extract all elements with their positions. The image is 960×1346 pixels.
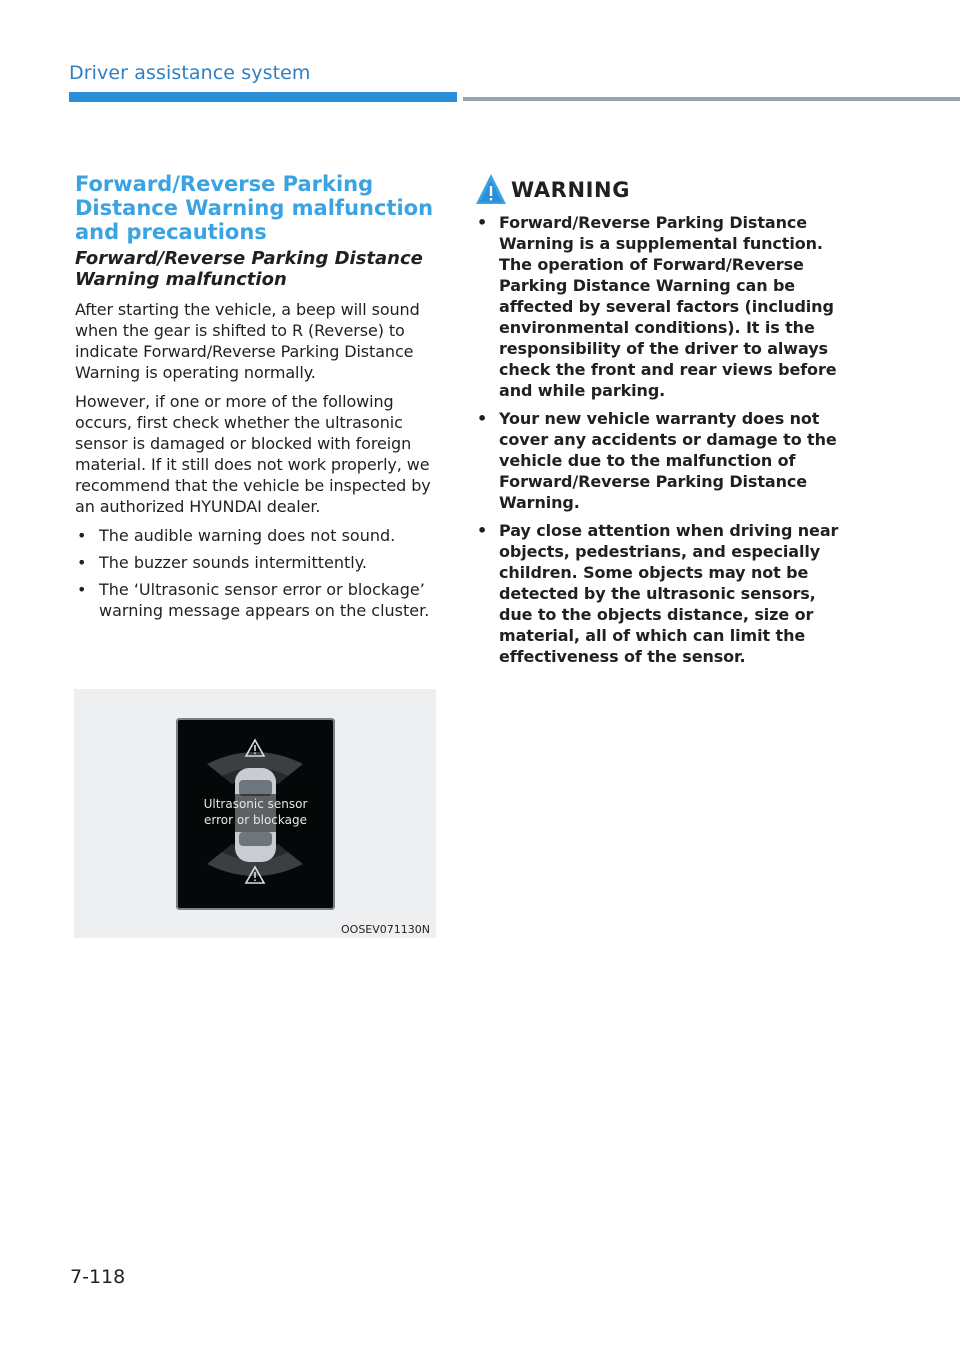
right-column: [475, 172, 845, 674]
cluster-message-line-1: Ultrasonic sensor: [203, 797, 308, 811]
paragraph-intro: After starting the vehicle, a beep will sound when the gear is shifted to R (Reverse) to indicate Forward/Reverse Parking Distance Warning is operating normally.: [75, 300, 420, 382]
warning-list: [475, 212, 845, 667]
bullet-icon: •: [77, 553, 87, 572]
list-item-text: Your new vehicle warranty does not cover any accidents or damage to the vehicle due to the malfunction of Forward/Reverse Parking Distance Warning.: [499, 409, 837, 512]
list-item: [75, 579, 437, 621]
paragraph-check: However, if one or more of the following occurs, first check whether the ultrasonic sensor is damaged or blocked with foreign material. If it still does not work properly, we recommend that the vehicle be inspected by an authorized HYUNDAI dealer.: [75, 392, 431, 516]
sub-title: Forward/Reverse Parking Distance Warning malfunction: [75, 248, 423, 290]
figure-code: OOSEV071130N: [341, 923, 430, 936]
section-title: Forward/Reverse Parking Distance Warning malfunction and precautions: [75, 172, 434, 244]
list-item-text: The ‘Ultrasonic sensor error or blockage’ warning message appears on the cluster.: [99, 580, 430, 620]
header-bar-divider: [463, 97, 960, 101]
left-column: [75, 172, 437, 627]
header-bar-accent: [69, 92, 457, 102]
cluster-figure: [74, 689, 436, 938]
list-item-text: Pay close attention when driving near objects, pedestrians, and especially children. Some objects may not be detected by the ultrasonic sensors, due to the objects distance, size or material, all of which can limit the effectiveness of the sensor.: [499, 521, 839, 666]
list-item: [475, 408, 845, 513]
page-number: 7-118: [70, 1266, 126, 1288]
list-item-text: Forward/Reverse Parking Distance Warning is a supplemental function. The operation of Forward/Reverse Parking Distance Warning can be affected by several factors (including environmental conditions). It is the responsibility of the driver to always check the front and rear views before and while parking.: [499, 213, 837, 400]
warning-triangle-icon: [475, 172, 507, 206]
bullet-icon: •: [477, 213, 488, 232]
cluster-message-line-2: error or blockage: [204, 813, 307, 827]
list-item: [75, 525, 437, 546]
bullet-icon: •: [77, 526, 87, 545]
list-item: [475, 520, 845, 667]
list-item-text: The buzzer sounds intermittently.: [99, 553, 367, 572]
list-item: [475, 212, 845, 401]
cluster-message: [176, 796, 335, 828]
warning-label: WARNING: [511, 178, 631, 202]
bullet-icon: •: [477, 409, 488, 428]
header-title: Driver assistance system: [69, 62, 311, 84]
cluster-display: [176, 718, 335, 910]
bullet-icon: •: [77, 580, 87, 599]
list-item-text: The audible warning does not sound.: [99, 526, 396, 545]
bullet-icon: •: [477, 521, 488, 540]
list-item: [75, 552, 437, 573]
warning-header: [475, 172, 845, 208]
malfunction-list: [75, 525, 437, 621]
